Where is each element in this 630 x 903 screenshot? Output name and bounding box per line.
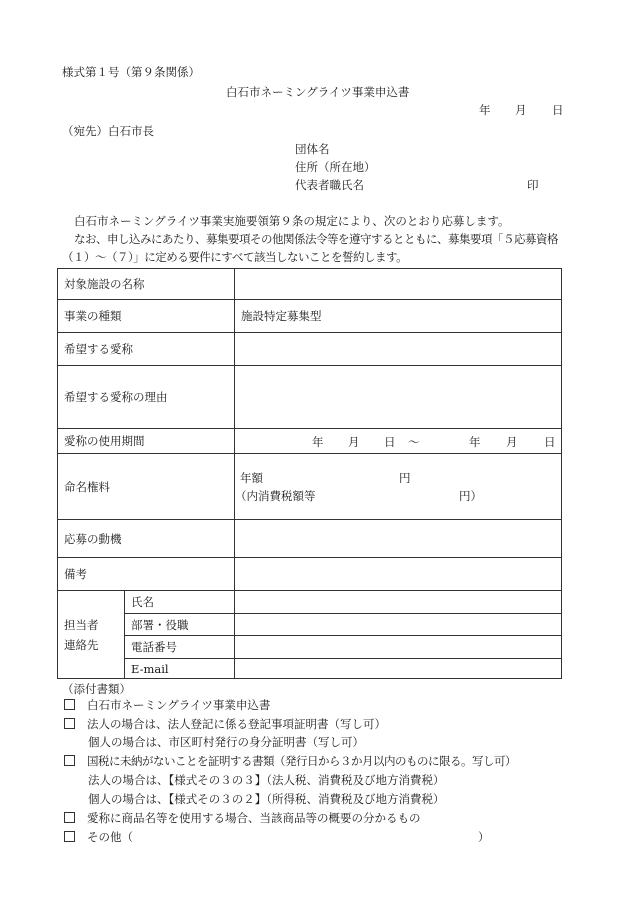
annual-fee-label: 年額	[240, 471, 263, 485]
attachment-item-1	[64, 696, 270, 714]
contact-name-field[interactable]	[235, 591, 562, 614]
attachment-item-2	[64, 715, 386, 733]
seal-mark: 印	[527, 178, 539, 192]
contact-dept-field[interactable]	[235, 614, 562, 636]
contact-dept-label: 部署・役職	[125, 614, 235, 636]
date-day-label: 日	[552, 103, 564, 117]
desired-reason-field[interactable]	[235, 366, 562, 429]
attachment-item-5-text: その他（	[87, 830, 133, 844]
naming-fee-field[interactable]	[235, 454, 562, 520]
intro-paragraph-1: 白石市ネーミングライツ事業実施要領第９条の規定により、次のとおり応募します。	[74, 214, 510, 228]
desired-name-label: 希望する愛称	[58, 333, 235, 366]
table-row	[58, 659, 562, 679]
attachment-item-4-text: 愛称に商品名等を使用する場合、当該商品等の概要の分かるもの	[87, 811, 421, 825]
attachment-item-4	[64, 809, 421, 827]
contact-email-label: E-mail	[125, 659, 235, 679]
attachment-item-3-sub-2: 個人の場合は、【様式その３の２】（所得税、消費税及び地方消費税）	[88, 792, 445, 806]
annual-fee-yen: 円	[399, 471, 411, 485]
attachment-item-3-text: 国税に未納がないことを証明する書類（発行日から３か月以内のものに限る。写し可）	[87, 754, 516, 768]
attachment-item-3	[64, 752, 516, 770]
attachment-item-2-sub: 個人の場合は、市区町村発行の身分証明書（写し可）	[88, 735, 364, 749]
desired-name-field[interactable]	[235, 333, 562, 366]
period-start-day: 日	[384, 435, 396, 449]
table-row	[58, 636, 562, 659]
period-tilde: ～	[408, 435, 420, 449]
table-row	[58, 333, 562, 366]
contact-phone-label: 電話番号	[125, 636, 235, 659]
business-type-value: 施設特定募集型	[235, 300, 562, 333]
contact-phone-field[interactable]	[235, 636, 562, 659]
contact-label-line1: 担当者	[64, 617, 99, 632]
contact-email-field[interactable]	[235, 659, 562, 679]
period-start-year: 年	[312, 435, 324, 449]
remarks-field[interactable]	[235, 558, 562, 591]
attachments-heading: （添付書類）	[62, 682, 131, 696]
checkbox[interactable]	[64, 831, 75, 842]
period-start-month: 月	[348, 435, 360, 449]
org-name-label: 団体名	[295, 142, 330, 156]
attachment-item-3-sub-1: 法人の場合は、【様式その３の３】（法人税、消費税及び地方消費税）	[88, 773, 445, 787]
motive-label: 応募の動機	[58, 520, 235, 558]
facility-name-field[interactable]	[235, 269, 562, 300]
contact-name-label: 氏名	[125, 591, 235, 614]
attachment-item-5-close: ）	[478, 830, 490, 844]
table-row	[58, 520, 562, 558]
application-table	[57, 268, 562, 679]
date-year-label: 年	[479, 103, 491, 117]
period-end-day: 日	[544, 435, 556, 449]
checkbox[interactable]	[64, 699, 75, 710]
checkbox[interactable]	[64, 755, 75, 766]
table-row	[58, 269, 562, 300]
table-row	[58, 614, 562, 636]
usage-period-label: 愛称の使用期間	[58, 429, 235, 454]
desired-reason-label: 希望する愛称の理由	[58, 366, 235, 429]
attachment-item-5	[64, 828, 133, 846]
attachment-item-2-text: 法人の場合は、法人登記に係る登記事項証明書（写し可）	[87, 717, 386, 731]
period-end-year: 年	[469, 435, 481, 449]
table-row	[58, 558, 562, 591]
table-row	[58, 300, 562, 333]
representative-label: 代表者職氏名	[295, 178, 364, 192]
remarks-label: 備考	[58, 558, 235, 591]
table-row	[58, 591, 562, 614]
usage-period-field[interactable]	[235, 429, 562, 454]
table-row	[58, 454, 562, 520]
tax-amount-label: （内消費税額等	[235, 489, 316, 503]
intro-paragraph-2: なお、申し込みにあたり、募集要項その他関係法令等を遵守するとともに、募集要項「５応募資格（１）～（７）」に定める要件にすべて該当しないことを誓約します。	[62, 232, 558, 264]
checkbox[interactable]	[64, 718, 75, 729]
facility-name-label: 対象施設の名称	[58, 269, 235, 300]
form-number: 様式第１号（第９条関係）	[62, 65, 200, 79]
business-type-label: 事業の種類	[58, 300, 235, 333]
document-title: 白石市ネーミングライツ事業申込書	[226, 85, 410, 99]
naming-fee-label: 命名権料	[58, 454, 235, 520]
table-row	[58, 366, 562, 429]
table-row	[58, 429, 562, 454]
date-month-label: 月	[515, 103, 527, 117]
checkbox[interactable]	[64, 812, 75, 823]
addressee: （宛先）白石市長	[62, 124, 154, 138]
tax-amount-yen: 円）	[459, 489, 482, 503]
contact-label-line2: 連絡先	[64, 637, 99, 652]
contact-person-label	[58, 591, 125, 679]
address-label: 住所（所在地）	[295, 160, 376, 174]
period-end-month: 月	[506, 435, 518, 449]
motive-field[interactable]	[235, 520, 562, 558]
attachment-item-1-text: 白石市ネーミングライツ事業申込書	[87, 698, 271, 712]
